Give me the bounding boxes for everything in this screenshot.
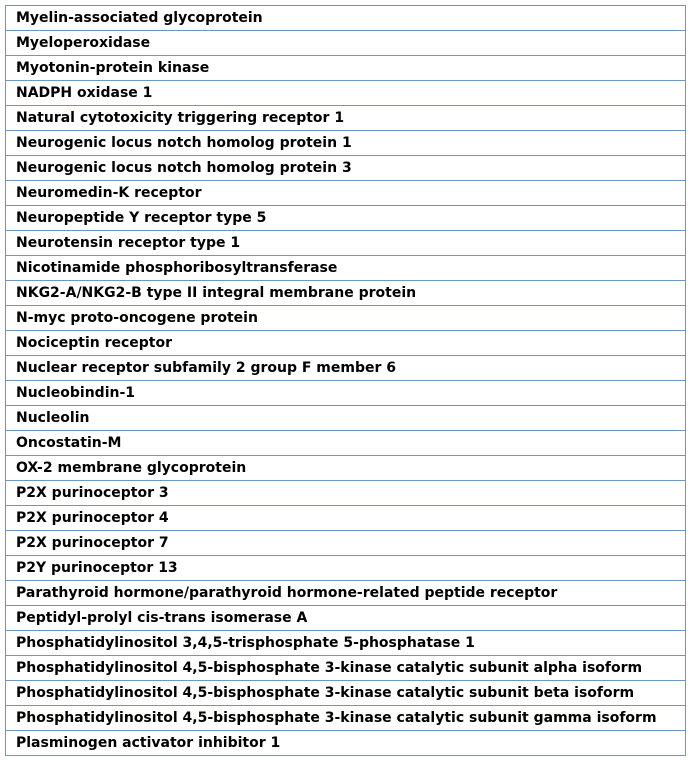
protein-name-cell: NADPH oxidase 1 [6,81,686,106]
table-row [6,456,686,481]
protein-name-cell: Oncostatin-M [6,431,686,456]
table-row [6,356,686,381]
table-row [6,81,686,106]
table-row [6,481,686,506]
protein-name-cell: Nucleolin [6,406,686,431]
table-row [6,231,686,256]
protein-name-cell: P2X purinoceptor 4 [6,506,686,531]
protein-name-cell: Neuromedin-K receptor [6,181,686,206]
protein-name-cell: Myotonin-protein kinase [6,56,686,81]
protein-name-cell: Phosphatidylinositol 4,5-bisphosphate 3-kinase catalytic subunit alpha isoform [6,656,686,681]
protein-name-cell: P2Y purinoceptor 13 [6,556,686,581]
table-row [6,631,686,656]
protein-name-cell: Peptidyl-prolyl cis-trans isomerase A [6,606,686,631]
table-row [6,556,686,581]
table-row [6,206,686,231]
table-row [6,656,686,681]
table-row [6,406,686,431]
protein-name-cell: N-myc proto-oncogene protein [6,306,686,331]
protein-name-cell: Phosphatidylinositol 3,4,5-trisphosphate 5-phosphatase 1 [6,631,686,656]
table-row [6,131,686,156]
table-row [6,331,686,356]
protein-name-cell: OX-2 membrane glycoprotein [6,456,686,481]
table-row [6,606,686,631]
protein-name-cell: Phosphatidylinositol 4,5-bisphosphate 3-kinase catalytic subunit beta isoform [6,681,686,706]
table-row [6,6,686,31]
table-row [6,681,686,706]
table-row [6,31,686,56]
table-row [6,381,686,406]
protein-name-cell: Natural cytotoxicity triggering receptor 1 [6,106,686,131]
table-row [6,506,686,531]
protein-name-cell: P2X purinoceptor 3 [6,481,686,506]
protein-name-cell: Parathyroid hormone/parathyroid hormone-related peptide receptor [6,581,686,606]
protein-name-cell: Myelin-associated glycoprotein [6,6,686,31]
table-row [6,306,686,331]
protein-name-cell: Neurotensin receptor type 1 [6,231,686,256]
protein-table [5,5,686,756]
table-row [6,256,686,281]
protein-name-cell: Nicotinamide phosphoribosyltransferase [6,256,686,281]
protein-name-cell: NKG2-A/NKG2-B type II integral membrane protein [6,281,686,306]
table-row [6,56,686,81]
protein-name-cell: Myeloperoxidase [6,31,686,56]
protein-table-body [6,6,686,756]
protein-name-cell: Neuropeptide Y receptor type 5 [6,206,686,231]
protein-name-cell: Nuclear receptor subfamily 2 group F member 6 [6,356,686,381]
protein-name-cell: Plasminogen activator inhibitor 1 [6,731,686,756]
table-row [6,581,686,606]
protein-name-cell: Neurogenic locus notch homolog protein 3 [6,156,686,181]
table-row [6,531,686,556]
protein-name-cell: P2X purinoceptor 7 [6,531,686,556]
table-row [6,431,686,456]
protein-name-cell: Neurogenic locus notch homolog protein 1 [6,131,686,156]
table-row [6,706,686,731]
table-row [6,281,686,306]
table-row [6,156,686,181]
protein-name-cell: Phosphatidylinositol 4,5-bisphosphate 3-kinase catalytic subunit gamma isoform [6,706,686,731]
protein-name-cell: Nociceptin receptor [6,331,686,356]
protein-name-cell: Nucleobindin-1 [6,381,686,406]
table-row [6,106,686,131]
table-row [6,731,686,756]
table-row [6,181,686,206]
